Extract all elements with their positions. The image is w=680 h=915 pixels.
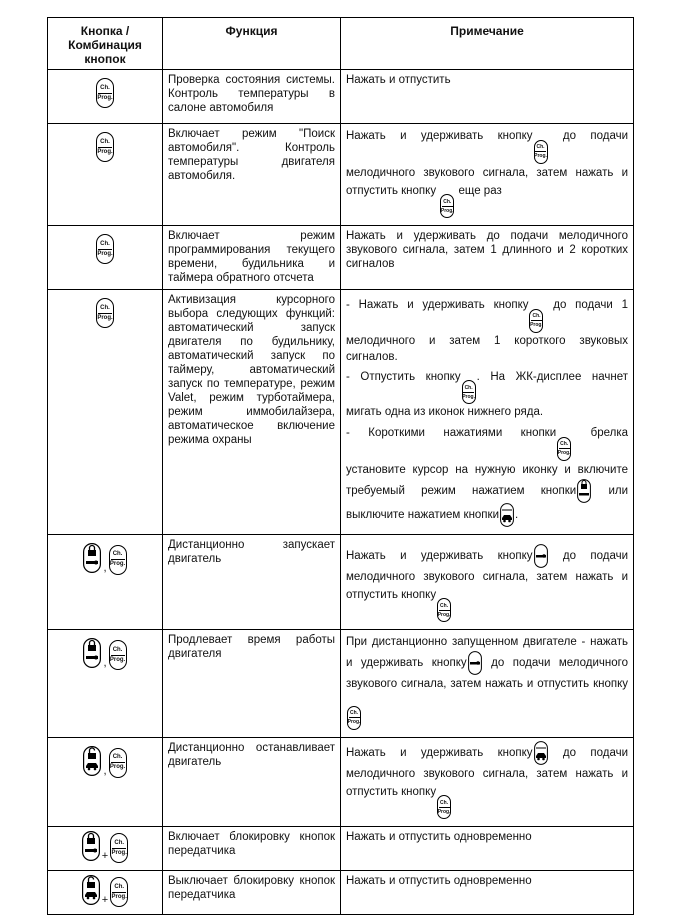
note-text: Нажать и удерживать кнопку Ch. Prog. до подачи мелодичного звукового сигнала, затем нажать и отпустить кнопку Ch. Prog. еще раз: [341, 124, 634, 226]
ch-prog-button-icon: Ch. Prog.: [529, 309, 543, 333]
table-row: + Ch. Prog. Включает блокировку кнопок передатчика Нажать и отпустить одновременно: [48, 827, 634, 871]
ch-prog-button-icon: Ch. Prog.: [437, 598, 451, 622]
ch-prog-button-icon: Ch. Prog.: [557, 437, 571, 461]
ch-prog-button-icon: Ch. Prog.: [109, 545, 127, 575]
function-text: Продлевает время работы двигателя: [163, 630, 341, 738]
ch-prog-button-icon: Ch. Prog.: [347, 706, 361, 730]
table-row: [48, 70, 634, 124]
function-text: Включает режим программирования текущего времени, будильника и таймера обратного отсчета: [163, 226, 341, 290]
function-text: Дистанционно запускает двигатель: [163, 534, 341, 630]
function-text: Проверка состояния системы. Контроль температуры в салоне автомобиля: [163, 70, 341, 124]
lock-key-button-icon: [82, 831, 100, 865]
ch-prog-button-icon: Ch. Prog.: [96, 234, 114, 264]
note-text: - Нажать и удерживать кнопку Ch. Prog. до подачи 1 мелодичного и затем 1 короткого звуковых сигналов. - Отпустить кнопку Ch. Prog. . На ЖК-дисплее начнет мигать одна из иконок нижнего ряда. - Короткими нажатиями кнопки Ch. Prog. брелка установите курсор на нужную иконку и включите требуемый режим нажатием кнопки или выключите нажатием кнопки .: [341, 290, 634, 535]
ch-prog-button-icon: Ch. Prog.: [110, 877, 128, 907]
table-row: [48, 226, 634, 290]
table-row: [48, 124, 634, 226]
ch-prog-button-icon: Ch. Prog.: [437, 795, 451, 819]
ch-prog-button-icon: Ch. Prog.: [96, 132, 114, 162]
header-buttons: Кнопка / Комбинация кнопок: [48, 18, 163, 70]
ch-prog-button-icon: Ch. Prog.: [96, 78, 114, 108]
function-text: Дистанционно останавливает двигатель: [163, 737, 341, 827]
ch-prog-button-icon: Ch. Prog.: [96, 298, 114, 328]
ch-prog-button-icon: Ch. Prog.: [110, 833, 128, 863]
ch-prog-button-icon: Ch. Prog.: [440, 194, 454, 218]
button-functions-table: [47, 17, 634, 915]
note-text: Нажать и отпустить одновременно: [341, 871, 634, 915]
note-text: Нажать и удерживать кнопку до подачи мелодичного звукового сигнала, затем нажать и отпустить кнопку Ch. Prog.: [341, 534, 634, 630]
table-row: , Ch. Prog. Дистанционно останавливает двигатель Нажать и удерживать кнопку до подачи мелодичного звукового сигнала, затем нажать и отпустить кнопку Ch. Prog.: [48, 737, 634, 827]
lock-key-button-icon: [83, 543, 101, 577]
note-text: Нажать и удерживать до подачи мелодичного звукового сигнала, затем 1 длинного и 2 коротких сигналов: [341, 226, 634, 290]
table-row: [48, 290, 634, 535]
ch-prog-button-icon: Ch. Prog.: [462, 380, 476, 404]
ch-prog-button-icon: Ch. Prog.: [109, 640, 127, 670]
lock-key-button-icon: [83, 638, 101, 672]
car-button-icon: [534, 741, 548, 765]
unlock-car-button-icon: [82, 875, 100, 909]
table-row: + Ch. Prog. Выключает блокировку кнопок передатчика Нажать и отпустить одновременно: [48, 871, 634, 915]
function-text: Выключает блокировку кнопок передатчика: [163, 871, 341, 915]
header-function: Функция: [163, 18, 341, 70]
lock-key-button-icon: [577, 479, 591, 503]
note-text: При дистанционно запущенном двигателе - нажать и удерживать кнопку до подачи мелодичного звукового сигнала, затем нажать и отпустить кнопку Ch. Prog.: [341, 630, 634, 738]
note-text: Нажать и удерживать кнопку до подачи мелодичного звукового сигнала, затем нажать и отпустить кнопку Ch. Prog.: [341, 737, 634, 827]
table-row: , Ch. Prog. Дистанционно запускает двигатель Нажать и удерживать кнопку до подачи мелодичного звукового сигнала, затем нажать и отпустить кнопку Ch. Prog.: [48, 534, 634, 630]
note-text: Нажать и отпустить: [341, 70, 634, 124]
car-button-icon: [500, 503, 514, 527]
note-text: Нажать и отпустить одновременно: [341, 827, 634, 871]
ch-prog-button-icon: Ch. Prog.: [534, 140, 548, 164]
key-button-icon: [534, 544, 548, 568]
header-note: Примечание: [341, 18, 634, 70]
unlock-car-button-icon: [83, 746, 101, 780]
table-row: , Ch. Prog. Продлевает время работы двигателя При дистанционно запущенном двигателе - нажать и удерживать кнопку до подачи мелодичного звукового сигнала, затем нажать и отпустить кнопку Ch. Prog.: [48, 630, 634, 738]
function-text: Включает режим "Поиск автомобиля". Контроль температуры двигателя автомобиля.: [163, 124, 341, 226]
function-text: Включает блокировку кнопок передатчика: [163, 827, 341, 871]
function-text: Активизация курсорного выбора следующих функций: автоматический запуск двигателя по будильнику, автоматический запуск по таймеру, автоматический запуск по температуре, режим Valet, режим турботаймера, режим иммобилайзера, автоматическое включение режима охраны: [163, 290, 341, 535]
key-button-icon: [468, 651, 482, 675]
ch-prog-button-icon: Ch. Prog.: [109, 748, 127, 778]
